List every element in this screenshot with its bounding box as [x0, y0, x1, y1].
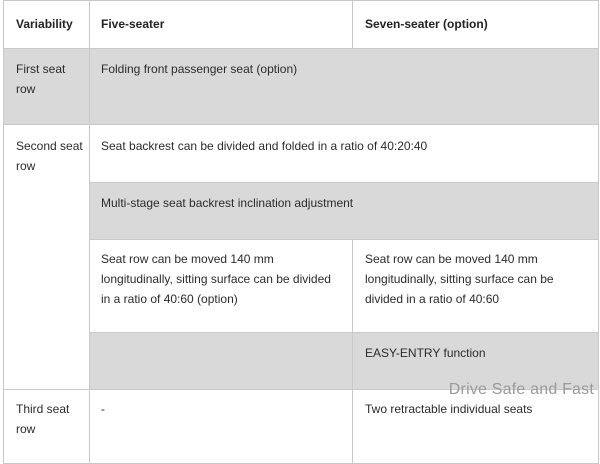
first-seat-row	[4, 49, 599, 125]
header-five-seater: Five-seater	[90, 1, 353, 49]
seven-seater-move-cell: Seat row can be moved 140 mm longitudinally, sitting surface can be divided in a ratio of 40:60	[353, 240, 599, 333]
first-row-folding-seat: Folding front passenger seat (option)	[90, 49, 599, 125]
third-row-seven-seater: Two retractable individual seats	[353, 390, 599, 464]
second-row-backrest-split	[4, 125, 599, 183]
first-row-label: First seat row	[4, 49, 90, 125]
watermark: Drive Safe and Fast	[448, 381, 594, 398]
third-seat-row	[4, 390, 599, 464]
backrest-split-cell: Seat backrest can be divided and folded in a ratio of 40:20:40	[90, 125, 599, 183]
second-row-inclination	[4, 183, 599, 240]
header-variability: Variability	[4, 1, 90, 49]
easy-entry-cell: EASY-ENTRY function	[353, 333, 599, 390]
header-seven-seater: Seven-seater (option)	[353, 1, 599, 49]
five-seater-easy-entry-empty	[90, 333, 353, 390]
inclination-cell: Multi-stage seat backrest inclination adjustment	[90, 183, 599, 240]
five-seater-move-cell: Seat row can be moved 140 mm longitudinally, sitting surface can be divided in a ratio of 40:60 (option)	[90, 240, 353, 333]
header-row	[4, 1, 599, 49]
second-row-label: Second seat row	[4, 125, 90, 390]
third-row-label: Third seat row	[4, 390, 90, 464]
third-row-five-seater: -	[90, 390, 353, 464]
second-row-move	[4, 240, 599, 333]
